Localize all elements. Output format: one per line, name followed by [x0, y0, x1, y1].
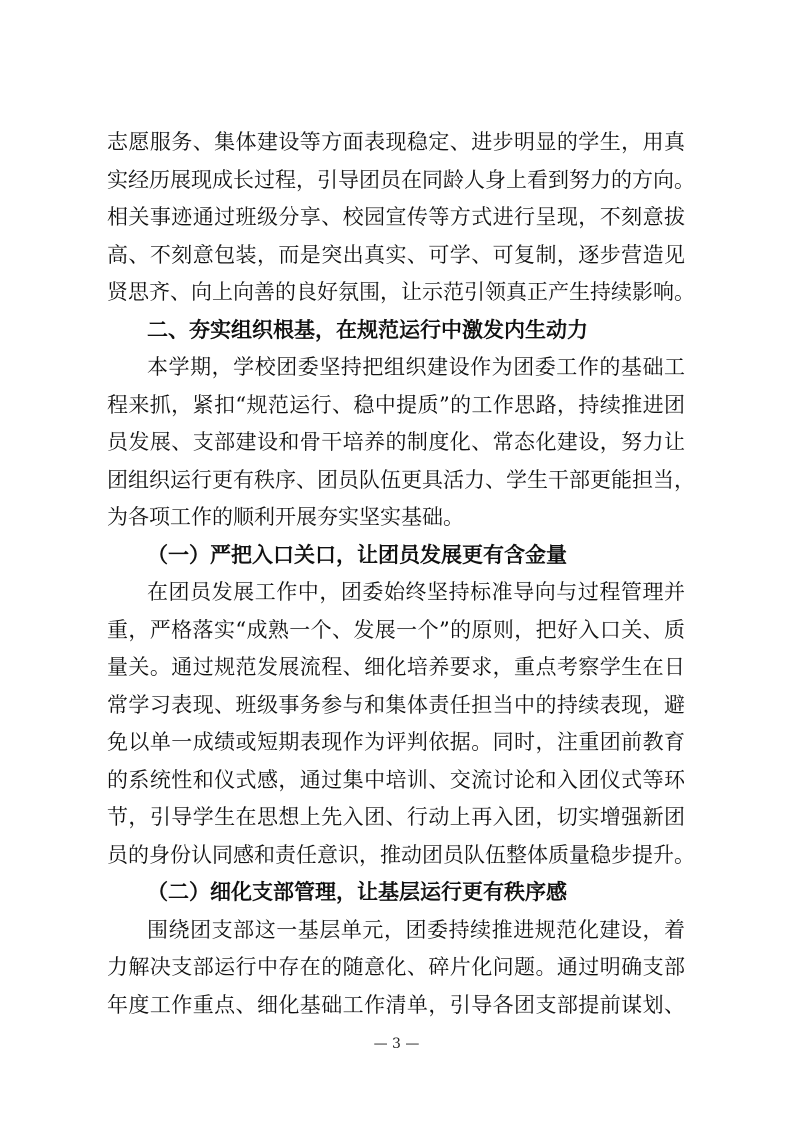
text-line: 量关。通过规范发展流程、细化培养要求，重点考察学生在日 [107, 655, 685, 679]
text-line: 志愿服务、集体建设等方面表现稳定、进步明显的学生，用真 [107, 130, 685, 154]
text-line: 力解决支部运行中存在的随意化、碎片化问题。通过明确支部 [107, 955, 685, 979]
text-line: 围绕团支部这一基层单元，团委持续推进规范化建设，着 [147, 917, 685, 942]
subsection-heading: （二）细化支部管理，让基层运行更有秩序感 [147, 880, 567, 904]
text-line: 程来抓，紧扣“规范运行、稳中提质”的工作思路，持续推进团 [107, 392, 685, 417]
text-line: 相关事迹通过班级分享、校园宣传等方式进行呈现，不刻意拔 [107, 205, 685, 229]
subsection-heading: （一）严把入口关口，让团员发展更有含金量 [147, 542, 567, 567]
paragraph [107, 912, 685, 1025]
text-line: 实经历展现成长过程，引导团员在同龄人身上看到努力的方向。 [107, 167, 695, 192]
page-number: — 3 — [373, 1036, 420, 1052]
text-line: 高、不刻意包装，而是突出真实、可学、可复制，逐步营造见 [107, 242, 685, 267]
text-line: 常学习表现、班级事务参与和集体责任担当中的持续表现，避 [107, 692, 685, 717]
text-line: 贤思齐、向上向善的良好氛围，让示范引领真正产生持续影响。 [107, 280, 695, 304]
text-line: 免以单一成绩或短期表现作为评判依据。同时，注重团前教育 [107, 730, 685, 754]
text-line: 本学期，学校团委坚持把组织建设作为团委工作的基础工 [147, 355, 685, 379]
document-body [107, 124, 695, 1024]
paragraph [107, 574, 695, 874]
paragraph [107, 124, 695, 312]
text-line: 年度工作重点、细化基础工作清单，引导各团支部提前谋划、 [107, 992, 685, 1017]
text-line: 团组织运行更有秩序、团员队伍更具活力、学生干部更能担当， [107, 467, 695, 492]
text-line: 为各项工作的顺利开展夯实坚实基础。 [107, 505, 464, 529]
text-line: 的系统性和仪式感，通过集中培训、交流讨论和入团仪式等环 [107, 767, 685, 792]
text-line: 员的身份认同感和责任意识，推动团员队伍整体质量稳步提升。 [107, 842, 695, 867]
section-heading: 二、夯实组织根基，在规范运行中激发内生动力 [147, 317, 588, 342]
paragraph [107, 349, 695, 537]
text-line: 在团员发展工作中，团委始终坚持标准导向与过程管理并 [147, 580, 685, 604]
text-line: 重，严格落实“成熟一个、发展一个”的原则，把好入口关、质 [107, 617, 685, 642]
text-line: 员发展、支部建设和骨干培养的制度化、常态化建设，努力让 [107, 430, 685, 454]
text-line: 节，引导学生在思想上先入团、行动上再入团，切实增强新团 [107, 805, 685, 829]
